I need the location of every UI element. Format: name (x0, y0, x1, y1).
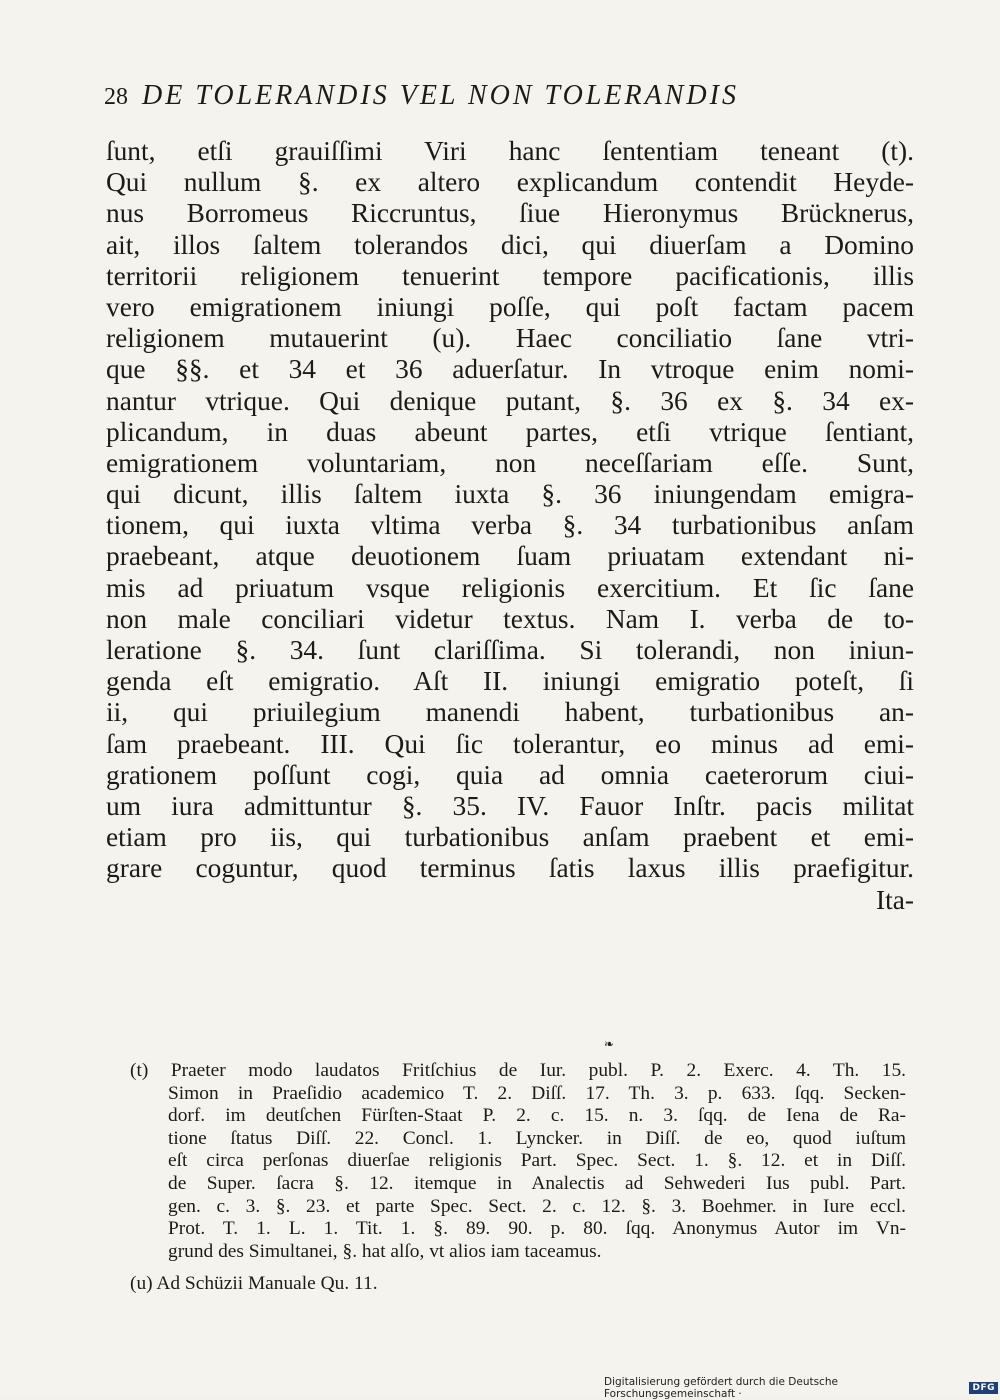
text-line: mis ad priuatum vsque religionis exercitium. Et ſic ſane (106, 572, 914, 603)
text-line: plicandum, in duas abeunt partes, etſi vtrique ſentiant, (106, 416, 914, 447)
text-line: que §§. et 34 et 36 aduerſatur. In vtroque enim nomi- (106, 354, 914, 385)
footnote-line: (t) Praeter modo laudatos Fritſchius de Iur. publ. P. 2. Exerc. 4. Th. 15. (130, 1060, 906, 1081)
text-line: territorii religionem tenuerint tempore pacificationis, illis (106, 260, 914, 291)
catchword: Ita- (875, 884, 914, 915)
text-line: um iura admittuntur §. 35. IV. Fauor Inſtr. pacis militat (106, 790, 914, 821)
text-line: non male conciliari videtur textus. Nam I. verba de to- (106, 603, 914, 634)
ink-mark-icon: ❧ (604, 1037, 615, 1051)
text-line: leratione §. 34. ſunt clariſſima. Si tolerandi, non iniun- (106, 635, 914, 665)
text-line: ſam praebeant. III. Qui ſic tolerantur, eo minus ad emi- (106, 728, 914, 759)
digitization-footer (604, 1376, 998, 1400)
text-line: qui dicunt, illis ſaltem iuxta §. 36 iniungendam emigra- (106, 479, 914, 510)
text-line: Qui nullum §. ex altero explicandum contendit Heyde- (106, 167, 914, 198)
running-title: DE TOLERANDIS VEL NON TOLERANDIS (142, 80, 739, 111)
text-line: ii, qui priuilegium manendi habent, turbationibus an- (106, 697, 914, 728)
footnote-line: de Super. ſacra §. 12. itemque in Analectis ad Sehwederi Ius publ. Part. (168, 1172, 906, 1194)
dfg-logo: DFG (969, 1382, 998, 1394)
footnote-line: grund des Simultanei, §. hat alſo, vt alios iam taceamus. (168, 1240, 602, 1262)
footnote-line: tione ſtatus Diſſ. 22. Concl. 1. Lyncker. in Diſſ. de eo, quod iuſtum (168, 1127, 906, 1149)
footnotes (130, 1060, 906, 1296)
footer-credit: Digitalisierung gefördert durch die Deutsche Forschungsgemeinschaft · (604, 1376, 838, 1400)
footnote-line: gen. c. 3. §. 23. et parte Spec. Sect. 2. c. 12. §. 3. Boehmer. in Iure eccl. (168, 1195, 906, 1217)
text-line: ſunt, etſi grauiſſimi Viri hanc ſententiam teneant (t). (106, 136, 914, 166)
footnote-line: dorf. im deutſchen Fürſten-Staat P. 2. c. 15. n. 3. ſqq. de Iena de Ra- (168, 1105, 906, 1127)
text-line: vero emigrationem iniungi poſſe, qui poſt factam pacem (106, 291, 914, 322)
text-line: nus Borromeus Riccruntus, ſiue Hieronymus Brücknerus, (106, 198, 914, 229)
text-line: genda eſt emigratio. Aſt II. iniungi emigratio poteſt, ſi (106, 666, 914, 697)
footnote-line: (u) Ad Schüzii Manuale Qu. 11. (130, 1273, 378, 1295)
text-line: grationem poſſunt cogi, quia ad omnia caeterorum ciui- (106, 759, 914, 790)
footnote-line: Simon in Praeſidio academico T. 2. Diſſ. 17. Th. 3. p. 633. ſqq. Secken- (168, 1082, 906, 1104)
text-line: ait, illos ſaltem tolerandos dici, qui diuerſam a Domino (106, 229, 914, 260)
running-header (104, 80, 874, 116)
text-line: nantur vtrique. Qui denique putant, §. 36 ex §. 34 ex- (106, 385, 914, 416)
text-line: religionem mutauerint (u). Haec conciliatio ſane vtri- (106, 323, 914, 354)
main-text (106, 136, 914, 916)
text-line: etiam pro iis, qui turbationibus anſam praebent et emi- (106, 822, 914, 853)
page-number: 28 (104, 84, 128, 110)
footnote-line: Prot. T. 1. L. 1. Tit. 1. §. 89. 90. p. 80. ſqq. Anonymus Autor im Vn- (168, 1218, 906, 1240)
footnote-t (130, 1060, 906, 1263)
text-line: praebeant, atque deuotionem ſuam priuatam extendant ni- (106, 541, 914, 572)
footnote-line: eſt circa perſonas diuerſae religionis Part. Spec. Sect. 1. §. 12. et in Diſſ. (168, 1150, 906, 1172)
footnote-u (130, 1273, 906, 1296)
text-line: emigrationem voluntariam, non neceſſariam eſſe. Sunt, (106, 447, 914, 478)
text-line: grare coguntur, quod terminus ſatis laxus illis praefigitur. (106, 853, 914, 884)
text-line: tionem, qui iuxta vltima verba §. 34 turbationibus anſam (106, 510, 914, 541)
